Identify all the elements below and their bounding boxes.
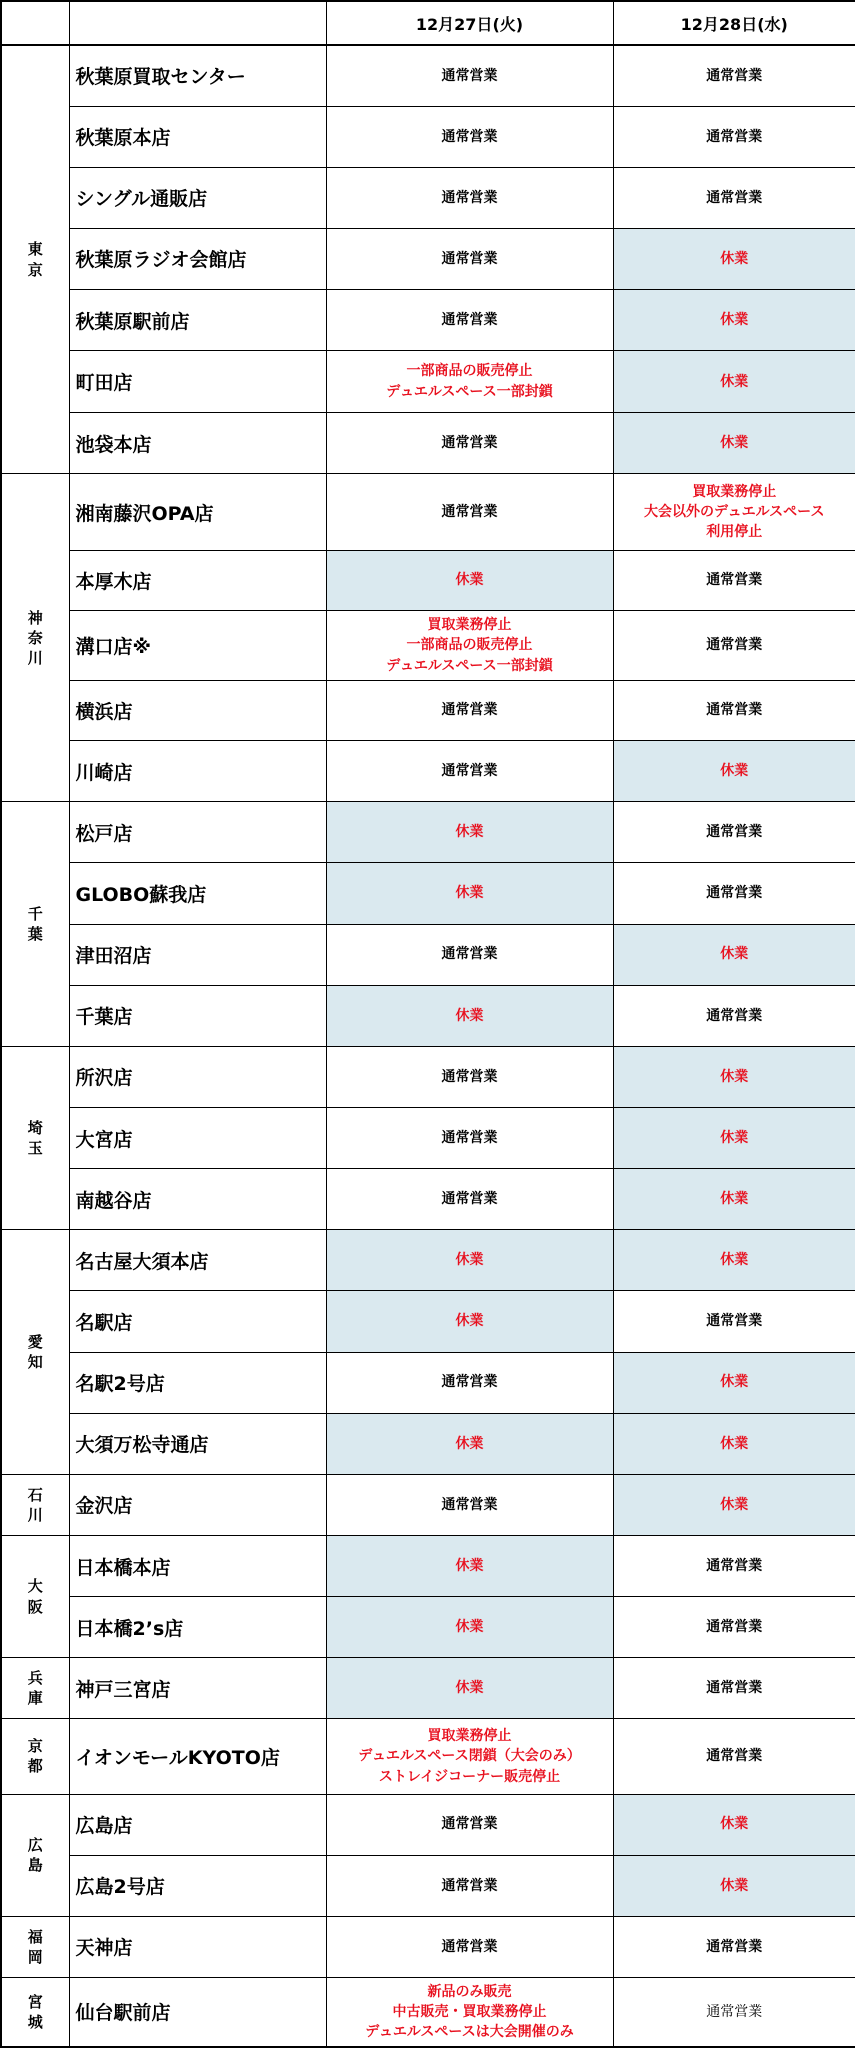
store-name: 溝口店※ xyxy=(69,610,326,680)
region-cell xyxy=(1,1977,69,2047)
region-cell xyxy=(1,474,69,802)
store-row xyxy=(1,863,855,924)
status-dec27: 通常営業 xyxy=(326,228,613,289)
status-dec28: 休業 xyxy=(613,1413,855,1474)
status-dec27: 通常営業 xyxy=(326,106,613,167)
region-label: 広島 xyxy=(27,1835,43,1875)
region-cell xyxy=(1,1230,69,1475)
status-dec28: 通常営業 xyxy=(613,1658,855,1719)
status-dec28: 通常営業 xyxy=(613,680,855,740)
header-date-dec28: 12月28日(水) xyxy=(613,1,855,45)
region-label: 兵庫 xyxy=(27,1669,43,1708)
store-row xyxy=(1,550,855,610)
store-row xyxy=(1,1597,855,1658)
store-name: GLOBO蘇我店 xyxy=(69,863,326,924)
status-dec28: 通常営業 xyxy=(613,1719,855,1794)
store-name: 湘南藤沢OPA店 xyxy=(69,474,326,550)
status-dec28: 買取業務停止 大会以外のデュエルスペース 利用停止 xyxy=(613,474,855,550)
status-dec27: 通常営業 xyxy=(326,167,613,228)
store-name: 池袋本店 xyxy=(69,413,326,474)
store-name: 名古屋大須本店 xyxy=(69,1230,326,1291)
store-name: 秋葉原買取センター xyxy=(69,45,326,106)
status-dec28: 休業 xyxy=(613,351,855,413)
store-row xyxy=(1,1916,855,1977)
store-row xyxy=(1,1474,855,1535)
status-dec28: 通常営業 xyxy=(613,550,855,610)
store-row xyxy=(1,610,855,680)
store-row xyxy=(1,924,855,985)
status-dec28: 休業 xyxy=(613,1794,855,1855)
status-dec28: 通常営業 xyxy=(613,802,855,863)
store-row xyxy=(1,1352,855,1413)
status-dec27: 休業 xyxy=(326,1535,613,1596)
status-dec28: 通常営業 xyxy=(613,167,855,228)
status-dec27: 買取業務停止 一部商品の販売停止 デュエルスペース一部封鎖 xyxy=(326,610,613,680)
store-name: 名駅店 xyxy=(69,1291,326,1352)
region-label: 東京 xyxy=(27,240,43,279)
store-row xyxy=(1,106,855,167)
region-label: 京都 xyxy=(27,1737,43,1776)
status-dec28: 通常営業 xyxy=(613,610,855,680)
store-name: 広島店 xyxy=(69,1794,326,1855)
status-dec27: 通常営業 xyxy=(326,1046,613,1107)
region-label: 神奈川 xyxy=(27,608,43,667)
region-cell xyxy=(1,45,69,474)
status-dec27: 一部商品の販売停止 デュエルスペース一部封鎖 xyxy=(326,351,613,413)
store-row xyxy=(1,474,855,550)
status-dec28: 休業 xyxy=(613,1230,855,1291)
store-row xyxy=(1,1794,855,1855)
status-dec28: 休業 xyxy=(613,1855,855,1916)
status-dec27: 休業 xyxy=(326,1291,613,1352)
status-dec27: 通常営業 xyxy=(326,1474,613,1535)
header-date-dec27: 12月27日(火) xyxy=(326,1,613,45)
region-label: 千葉 xyxy=(27,904,43,944)
store-row xyxy=(1,228,855,289)
status-dec27: 通常営業 xyxy=(326,45,613,106)
store-name: 町田店 xyxy=(69,351,326,413)
status-dec28: 休業 xyxy=(613,1046,855,1107)
header-region-cell xyxy=(1,1,69,45)
store-row xyxy=(1,45,855,106)
status-dec28: 通常営業 xyxy=(613,1291,855,1352)
status-dec27: 通常営業 xyxy=(326,741,613,802)
region-cell xyxy=(1,1535,69,1657)
store-row xyxy=(1,1291,855,1352)
store-name: 大宮店 xyxy=(69,1107,326,1168)
status-dec28: 休業 xyxy=(613,228,855,289)
status-dec27: 買取業務停止 デュエルスペース閉鎖（大会のみ） ストレイジコーナー販売停止 xyxy=(326,1719,613,1794)
store-name: 津田沼店 xyxy=(69,924,326,985)
region-cell xyxy=(1,1658,69,1719)
status-dec28: 通常営業 xyxy=(613,1916,855,1977)
store-row xyxy=(1,167,855,228)
store-name: 横浜店 xyxy=(69,680,326,740)
status-dec27: 休業 xyxy=(326,1413,613,1474)
store-name: 金沢店 xyxy=(69,1474,326,1535)
store-name: 天神店 xyxy=(69,1916,326,1977)
status-dec28: 休業 xyxy=(613,1474,855,1535)
region-cell xyxy=(1,1474,69,1535)
store-row xyxy=(1,413,855,474)
region-label: 埼玉 xyxy=(27,1118,43,1158)
status-dec28: 休業 xyxy=(613,1352,855,1413)
store-name: 南越谷店 xyxy=(69,1169,326,1230)
store-row xyxy=(1,1977,855,2047)
store-row xyxy=(1,1169,855,1230)
store-row xyxy=(1,290,855,351)
store-row xyxy=(1,1046,855,1107)
status-dec28: 休業 xyxy=(613,413,855,474)
status-dec27: 通常営業 xyxy=(326,1855,613,1916)
store-row xyxy=(1,1107,855,1168)
store-name: 日本橋2’s店 xyxy=(69,1597,326,1658)
store-name: 秋葉原駅前店 xyxy=(69,290,326,351)
header-row xyxy=(1,1,855,45)
store-name: 神戸三宮店 xyxy=(69,1658,326,1719)
status-dec28: 休業 xyxy=(613,1107,855,1168)
status-dec27: 新品のみ販売 中古販売・買取業務停止 デュエルスペースは大会開催のみ xyxy=(326,1977,613,2047)
status-dec28: 通常営業 xyxy=(613,863,855,924)
status-dec27: 通常営業 xyxy=(326,924,613,985)
status-dec27: 通常営業 xyxy=(326,1169,613,1230)
status-dec27: 通常営業 xyxy=(326,413,613,474)
status-dec27: 通常営業 xyxy=(326,1107,613,1168)
store-row xyxy=(1,1719,855,1794)
status-dec27: 通常営業 xyxy=(326,1352,613,1413)
store-row xyxy=(1,741,855,802)
status-dec27: 通常営業 xyxy=(326,290,613,351)
store-row xyxy=(1,1413,855,1474)
store-name: イオンモールKYOTO店 xyxy=(69,1719,326,1794)
store-row xyxy=(1,351,855,413)
region-cell xyxy=(1,1794,69,1916)
store-name: 所沢店 xyxy=(69,1046,326,1107)
region-label: 福岡 xyxy=(27,1927,43,1966)
status-dec27: 休業 xyxy=(326,1658,613,1719)
status-dec27: 休業 xyxy=(326,985,613,1046)
status-dec28: 休業 xyxy=(613,741,855,802)
store-row xyxy=(1,1658,855,1719)
status-dec27: 休業 xyxy=(326,1597,613,1658)
region-cell xyxy=(1,1046,69,1229)
store-row xyxy=(1,1230,855,1291)
header-store-cell xyxy=(69,1,326,45)
store-name: 日本橋本店 xyxy=(69,1535,326,1596)
status-dec28: 休業 xyxy=(613,924,855,985)
store-row xyxy=(1,802,855,863)
status-dec28: 通常営業 xyxy=(613,1535,855,1596)
status-dec28: 通常営業 xyxy=(613,1597,855,1658)
region-label: 石川 xyxy=(27,1485,43,1524)
status-dec27: 休業 xyxy=(326,863,613,924)
store-row xyxy=(1,1855,855,1916)
store-name: 仙台駅前店 xyxy=(69,1977,326,2047)
store-name: 千葉店 xyxy=(69,985,326,1046)
store-name: 松戸店 xyxy=(69,802,326,863)
store-name: 名駅2号店 xyxy=(69,1352,326,1413)
store-name: 広島2号店 xyxy=(69,1855,326,1916)
region-label: 宮城 xyxy=(27,1992,43,2031)
status-dec27: 休業 xyxy=(326,550,613,610)
status-dec27: 通常営業 xyxy=(326,474,613,550)
store-row xyxy=(1,985,855,1046)
region-cell xyxy=(1,1916,69,1977)
region-label: 愛知 xyxy=(27,1332,43,1372)
status-dec28: 通常営業 xyxy=(613,45,855,106)
status-dec28: 通常営業 xyxy=(613,985,855,1046)
status-dec28: 休業 xyxy=(613,1169,855,1230)
store-row xyxy=(1,1535,855,1596)
status-dec27: 通常営業 xyxy=(326,1916,613,1977)
status-dec28: 休業 xyxy=(613,290,855,351)
status-dec27: 通常営業 xyxy=(326,1794,613,1855)
store-name: 本厚木店 xyxy=(69,550,326,610)
status-dec27: 休業 xyxy=(326,1230,613,1291)
region-label: 大阪 xyxy=(27,1577,43,1616)
store-name: シングル通販店 xyxy=(69,167,326,228)
store-name: 川崎店 xyxy=(69,741,326,802)
store-name: 秋葉原本店 xyxy=(69,106,326,167)
store-name: 大須万松寺通店 xyxy=(69,1413,326,1474)
region-cell xyxy=(1,802,69,1047)
status-dec28: 通常営業 xyxy=(613,1977,855,2047)
store-row xyxy=(1,680,855,740)
status-dec27: 休業 xyxy=(326,802,613,863)
store-name: 秋葉原ラジオ会館店 xyxy=(69,228,326,289)
region-cell xyxy=(1,1719,69,1794)
status-dec27: 通常営業 xyxy=(326,680,613,740)
status-dec28: 通常営業 xyxy=(613,106,855,167)
